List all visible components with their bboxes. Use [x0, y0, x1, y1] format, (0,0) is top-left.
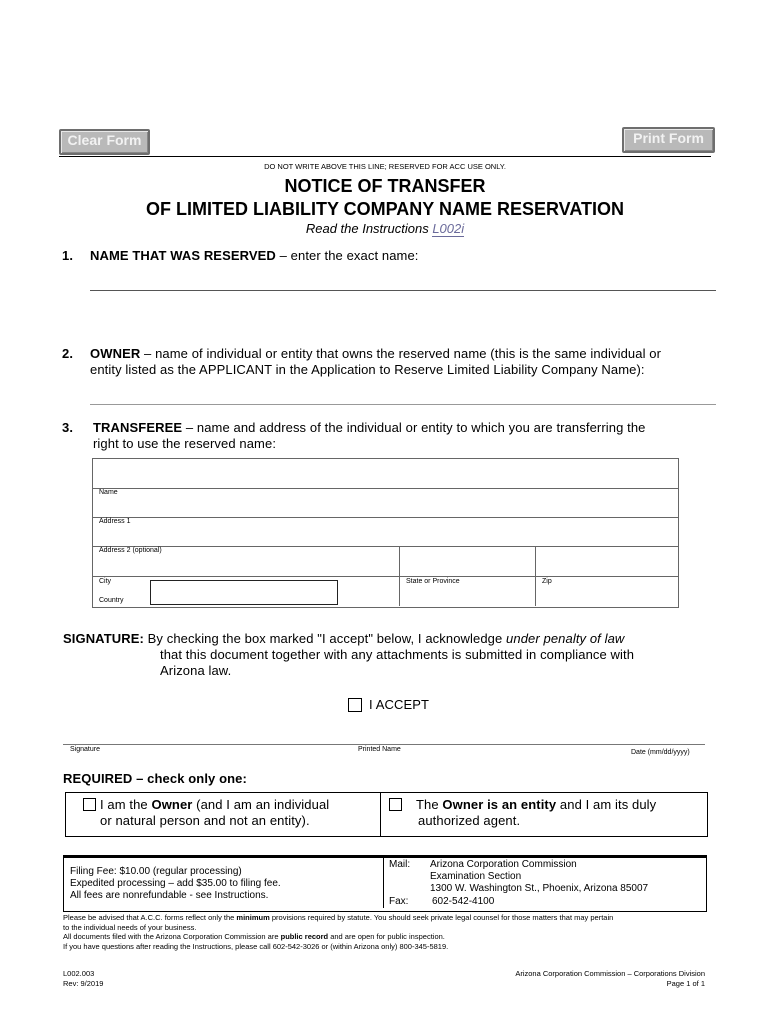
transferee-entry-field[interactable] — [93, 459, 677, 487]
section-1-label: NAME THAT WAS RESERVED — [90, 248, 276, 263]
city-label: City — [99, 578, 112, 585]
notice-p2a: All documents filed with the Arizona Corporation Commission are — [63, 932, 281, 941]
required-heading — [63, 771, 247, 786]
section-2-number: 2. — [62, 346, 74, 361]
print-form-button[interactable]: Print Form — [622, 127, 715, 153]
fees-block — [70, 866, 281, 902]
mail-line3: 1300 W. Washington St., Phoenix, Arizona 85007 — [430, 883, 649, 894]
address1-label: Address 1 — [99, 518, 131, 525]
required-label: REQUIRED — [63, 771, 133, 786]
fee-line1: Filing Fee: $10.00 (regular processing) — [70, 866, 242, 877]
state-field[interactable] — [400, 547, 534, 575]
option1-line1 — [100, 797, 329, 812]
name-label: Name — [99, 489, 118, 496]
transferee-name-field[interactable] — [93, 489, 677, 516]
accept-checkbox[interactable] — [348, 698, 362, 712]
address1-field[interactable] — [93, 518, 677, 545]
signature-text-line2: that this document together with any attachments is submitted in compliance with — [160, 647, 635, 662]
notice-line1 — [63, 913, 713, 923]
reserved-divider — [59, 156, 711, 157]
section-3-text: – name and address of the individual or entity to which you are transferring the — [182, 420, 646, 435]
option2-pre: The — [416, 797, 443, 812]
required-text: – check only one: — [132, 771, 247, 786]
printed-name-input[interactable] — [358, 728, 618, 744]
mail-line1: Arizona Corporation Commission — [430, 859, 577, 870]
date-label: Date (mm/dd/yyyy) — [631, 749, 690, 756]
fee-line3: All fees are nonrefundable - see Instructions. — [70, 890, 269, 901]
section-2-text: – name of individual or entity that owns the reserved name (this is the same individual or — [140, 346, 662, 361]
zip-label: Zip — [542, 578, 552, 585]
notice-p2c: and are open for public inspection. — [328, 932, 445, 941]
signature-input[interactable] — [63, 728, 353, 744]
mail-label: Mail: — [389, 859, 411, 870]
form-title-line2: OF LIMITED LIABILITY COMPANY NAME RESERVATION — [145, 199, 625, 219]
form-title-line1: NOTICE OF TRANSFER — [284, 176, 486, 196]
option2-line2: authorized agent. — [418, 813, 521, 828]
fees-divider — [383, 858, 384, 908]
option2-bold: Owner is an entity — [442, 797, 557, 812]
section-2-label: OWNER — [90, 346, 141, 361]
reserved-name-input[interactable] — [90, 270, 716, 291]
section-1-number: 1. — [62, 248, 74, 263]
signature-statement — [63, 631, 624, 646]
notice-p1c: provisions required by statute. You should seek private legal counsel for those matters that may pertain — [269, 913, 614, 922]
option1-pre: I am the — [100, 797, 152, 812]
section-1-heading — [62, 248, 419, 263]
instructions-link[interactable]: L002i — [432, 221, 465, 236]
fax-label: Fax: — [389, 896, 409, 907]
page-number: Page 1 of 1 — [666, 979, 705, 988]
owner-individual-checkbox[interactable] — [83, 798, 96, 811]
notice-p1a: Please be advised that A.C.C. forms reflect only the — [63, 913, 237, 922]
option2-post: and I am its duly — [556, 797, 657, 812]
signature-text-line1: By checking the box marked "I accept" below, I acknowledge — [147, 631, 507, 646]
notice-p2b: public record — [280, 932, 329, 941]
date-input[interactable] — [625, 728, 705, 744]
section-2-heading — [62, 346, 661, 361]
legal-notice — [63, 913, 713, 951]
mail-line2: Examination Section — [430, 871, 522, 882]
country-label: Country — [99, 597, 124, 604]
section-3-heading — [62, 420, 646, 435]
owner-entity-checkbox[interactable] — [389, 798, 402, 811]
address2-label: Address 2 (optional) — [99, 547, 162, 554]
notice-line2: to the individual needs of your business. — [63, 922, 197, 932]
option1-bold: Owner — [151, 797, 193, 812]
section-3-label: TRANSFEREE — [93, 420, 183, 435]
state-label: State or Province — [406, 578, 460, 585]
notice-p1b: minimum — [236, 913, 270, 922]
required-divider — [380, 792, 381, 836]
form-rev: Rev: 9/2019 — [63, 979, 104, 988]
signature-text-italic: under penalty of law — [506, 631, 625, 646]
mail-address — [430, 859, 648, 895]
footer-right — [400, 969, 705, 989]
notice-line4: If you have questions after reading the Instructions, please call 602-542-3026 or (within Arizona only) 800-345-5819. — [63, 941, 449, 951]
option1-line2: or natural person and not an entity). — [100, 813, 310, 828]
footer-agency: Arizona Corporation Commission – Corporations Division — [515, 969, 705, 978]
footer-left — [63, 969, 103, 989]
read-instructions-text: Read the Instructions — [305, 221, 429, 236]
fax-number: 602-542-4100 — [432, 896, 495, 907]
row-divider — [92, 576, 678, 577]
option1-post: (and I am an individual — [192, 797, 330, 812]
country-input[interactable] — [150, 580, 338, 605]
reserved-notice: DO NOT WRITE ABOVE THIS LINE; RESERVED FOR ACC USE ONLY. — [264, 162, 506, 171]
section-1-text: – enter the exact name: — [275, 248, 419, 263]
signature-label: Signature — [70, 746, 100, 753]
signature-heading: SIGNATURE: — [63, 631, 144, 646]
section-3-text-line2: right to use the reserved name: — [93, 436, 277, 451]
read-instructions — [0, 221, 770, 236]
signature-line — [63, 744, 705, 745]
owner-name-input[interactable] — [90, 384, 716, 405]
zip-field[interactable] — [536, 547, 677, 575]
notice-line3 — [63, 932, 713, 942]
section-2-text-line2: entity listed as the APPLICANT in the Application to Reserve Limited Liability Company Name): — [90, 362, 645, 377]
printed-name-label: Printed Name — [358, 746, 401, 753]
accept-label: I ACCEPT — [369, 697, 430, 712]
signature-text-line3: Arizona law. — [160, 663, 232, 678]
section-3-number: 3. — [62, 420, 74, 435]
clear-form-button[interactable]: Clear Form — [59, 129, 150, 155]
form-id: L002.003 — [63, 969, 95, 978]
fee-line2: Expedited processing – add $35.00 to filing fee. — [70, 878, 281, 889]
option2-line1 — [416, 797, 656, 812]
